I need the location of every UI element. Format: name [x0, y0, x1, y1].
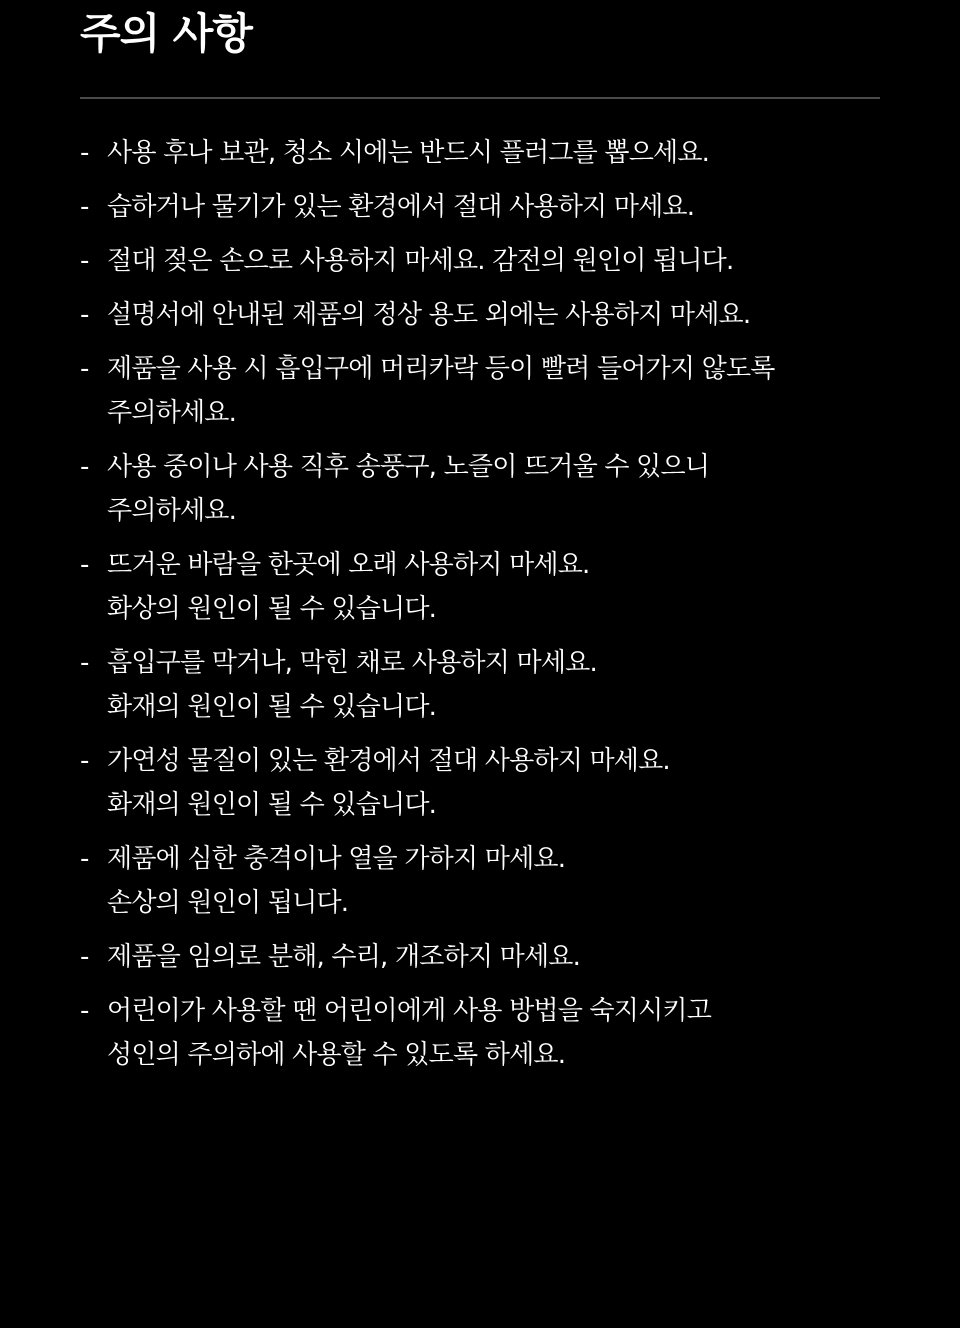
- bullet-dash: -: [80, 746, 89, 776]
- caution-list: [80, 131, 840, 1077]
- caution-item: [80, 131, 840, 175]
- bullet-dash: -: [80, 192, 89, 222]
- caution-text: 가연성 물질이 있는 환경에서 절대 사용하지 마세요. 화재의 원인이 될 수 있습니다.: [107, 746, 670, 820]
- caution-item: [80, 347, 840, 435]
- caution-item: [80, 293, 840, 337]
- caution-text: 제품을 임의로 분해, 수리, 개조하지 마세요.: [107, 942, 581, 972]
- caution-item: [80, 641, 840, 729]
- caution-text: 절대 젖은 손으로 사용하지 마세요. 감전의 원인이 됩니다.: [107, 246, 734, 276]
- bullet-dash: -: [80, 648, 89, 678]
- caution-text: 사용 중이나 사용 직후 송풍구, 노즐이 뜨거울 수 있으니 주의하세요.: [107, 452, 710, 526]
- caution-text: 제품을 사용 시 흡입구에 머리카락 등이 빨려 들어가지 않도록 주의하세요.: [107, 354, 775, 428]
- caution-text: 뜨거운 바람을 한곳에 오래 사용하지 마세요. 화상의 원인이 될 수 있습니다.: [107, 550, 590, 624]
- caution-text: 습하거나 물기가 있는 환경에서 절대 사용하지 마세요.: [107, 192, 695, 222]
- caution-text: 어린이가 사용할 땐 어린이에게 사용 방법을 숙지시키고 성인의 주의하에 사용할 수 있도록 하세요.: [107, 996, 712, 1070]
- caution-item: [80, 739, 840, 827]
- caution-item: [80, 185, 840, 229]
- caution-item: [80, 239, 840, 283]
- bullet-dash: -: [80, 246, 89, 276]
- bullet-dash: -: [80, 354, 89, 384]
- caution-item: [80, 543, 840, 631]
- bullet-dash: -: [80, 452, 89, 482]
- title-divider: [80, 97, 880, 99]
- bullet-dash: -: [80, 996, 89, 1026]
- caution-text: 흡입구를 막거나, 막힌 채로 사용하지 마세요. 화재의 원인이 될 수 있습니다.: [107, 648, 597, 722]
- bullet-dash: -: [80, 844, 89, 874]
- caution-item: [80, 989, 840, 1077]
- caution-item: [80, 837, 840, 925]
- bullet-dash: -: [80, 138, 89, 168]
- page-title: 주의 사항: [80, 9, 252, 58]
- bullet-dash: -: [80, 300, 89, 330]
- bullet-dash: -: [80, 942, 89, 972]
- caution-text: 사용 후나 보관, 청소 시에는 반드시 플러그를 뽑으세요.: [107, 138, 710, 168]
- caution-item: [80, 445, 840, 533]
- bullet-dash: -: [80, 550, 89, 580]
- caution-item: [80, 935, 840, 979]
- caution-text: 제품에 심한 충격이나 열을 가하지 마세요. 손상의 원인이 됩니다.: [107, 844, 566, 918]
- caution-text: 설명서에 안내된 제품의 정상 용도 외에는 사용하지 마세요.: [107, 300, 751, 330]
